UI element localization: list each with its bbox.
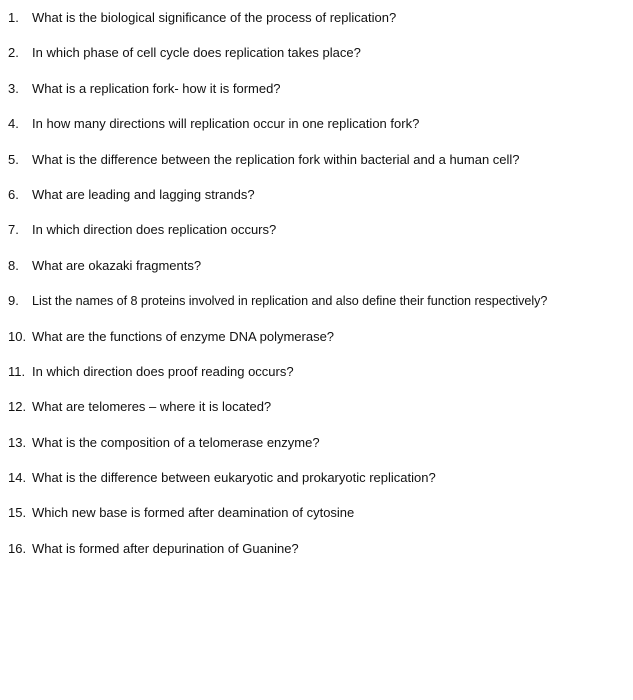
question-text: What is the difference between eukaryotic and prokaryotic replication?: [32, 470, 436, 486]
question-item-8: [0, 256, 633, 291]
question-text: What is formed after depurination of Guanine?: [32, 540, 299, 556]
question-text: In which direction does proof reading occurs?: [32, 363, 294, 379]
question-number: 11.: [8, 363, 26, 379]
question-item-15: [0, 503, 633, 538]
question-number: 5.: [8, 151, 19, 167]
question-item-5: [0, 150, 633, 185]
question-item-4: [0, 114, 633, 149]
question-item-2: [0, 43, 633, 78]
question-text: List the names of 8 proteins involved in replication and also define their function respectively?: [32, 294, 548, 309]
question-text: What are okazaki fragments?: [32, 257, 202, 273]
question-text: What is a replication fork- how it is formed?: [32, 80, 281, 96]
question-item-9: [0, 291, 633, 326]
question-text: What is the composition of a telomerase enzyme?: [32, 434, 320, 450]
question-text: What are telomeres – where it is located?: [32, 399, 272, 415]
question-number: 2.: [8, 45, 19, 61]
question-text: What are leading and lagging strands?: [32, 186, 255, 202]
question-text: In which phase of cell cycle does replication takes place?: [32, 45, 361, 61]
question-item-10: [0, 327, 633, 362]
question-text: In how many directions will replication occur in one replication fork?: [32, 116, 420, 132]
question-number: 10.: [8, 328, 27, 344]
question-item-11: [0, 362, 633, 397]
question-item-12: [0, 397, 633, 432]
question-number: 6.: [8, 186, 19, 202]
question-item-1: [0, 8, 633, 43]
question-text: In which direction does replication occurs?: [32, 222, 277, 238]
question-number: 12.: [8, 399, 27, 415]
question-text: Which new base is formed after deamination of cytosine: [32, 505, 355, 521]
question-text: What are the functions of enzyme DNA polymerase?: [32, 328, 335, 344]
question-item-13: [0, 433, 633, 468]
question-item-16: [0, 539, 633, 574]
question-text: What is the biological significance of the process of replication?: [32, 10, 397, 25]
question-number: 4.: [8, 116, 19, 132]
question-item-3: [0, 79, 633, 114]
question-number: 13.: [8, 434, 27, 450]
question-number: 8.: [8, 257, 19, 273]
question-list: [0, 8, 633, 574]
question-text: What is the difference between the replication fork within bacterial and a human cell?: [32, 151, 520, 167]
question-number: 15.: [8, 505, 27, 521]
question-item-6: [0, 185, 633, 220]
question-item-7: [0, 220, 633, 255]
question-number: 1.: [8, 10, 19, 25]
question-number: 14.: [8, 470, 27, 486]
question-number: 9.: [8, 293, 19, 309]
question-number: 16.: [8, 540, 27, 556]
question-number: 7.: [8, 222, 19, 238]
question-number: 3.: [8, 80, 19, 96]
question-item-14: [0, 468, 633, 503]
